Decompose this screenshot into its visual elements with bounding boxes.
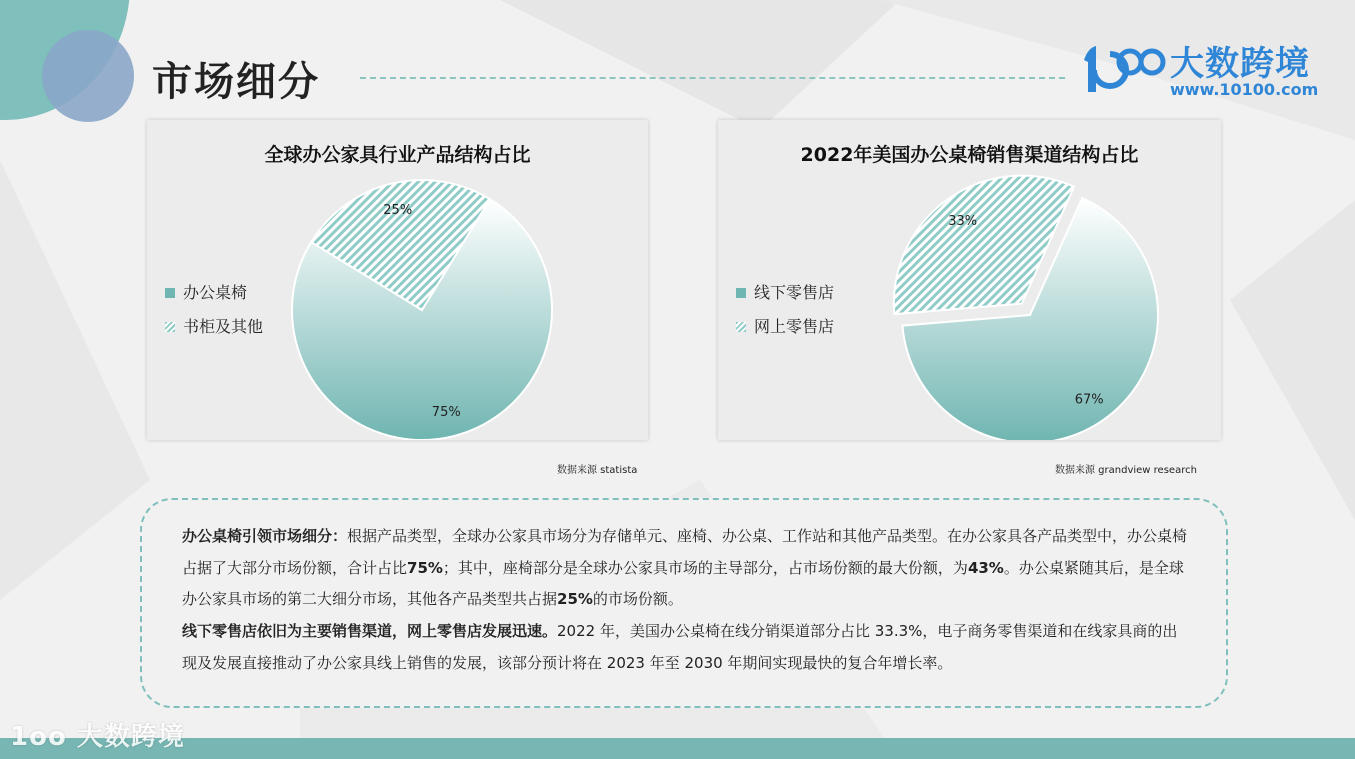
paragraph-segmentation: [182, 521, 1192, 616]
legend-swatch-hatch: [736, 322, 746, 332]
paragraph-text: 2022 年，美国办公桌椅在线分销渠道部分占比 33.3%，电子商务零售渠道和在线家具商的出现及发展直接推动了办公家具线上销售的发展，该部分预计将在 2023 年至 2030 年期间实现最快的复合年增长率。: [182, 622, 1178, 672]
title-divider: [360, 77, 1065, 79]
page-title: 市场细分: [152, 59, 320, 105]
legend-item-desk-chair: [165, 282, 247, 304]
legend-label: 线下零售店: [754, 283, 835, 302]
paragraph-channel: [182, 616, 1192, 679]
highlight-value: 43%: [967, 558, 1004, 577]
legend-item-online-store: [736, 316, 834, 338]
paragraph-lead: 办公桌椅引领市场细分：: [182, 527, 348, 545]
brand-logo: [1078, 36, 1328, 106]
paragraph-text: ；其中，座椅部分是全球办公家具市场的主导部分，占市场份额的最大份额，为: [442, 558, 968, 577]
chart-source-statista: 数据来源 statista: [557, 465, 638, 476]
legend-label: 网上零售店: [754, 317, 835, 336]
footer-bar: [0, 738, 1355, 759]
corner-circle-decoration: [42, 30, 134, 122]
legend-swatch-solid: [165, 288, 175, 298]
highlight-value: 25%: [557, 590, 593, 608]
paragraph-text: 的市场份额。: [592, 590, 683, 608]
pie-chart-sales-channel: [718, 120, 1221, 440]
chart-card-product-structure: [147, 120, 648, 440]
legend-label: 办公桌椅: [183, 283, 248, 302]
watermark: [10, 716, 185, 753]
paragraph-text: 根据产品类型，全球办公家具市场分为存储单元、座椅、办公桌、工作站和其他产品类型。在办公家具各产品类型中，办公桌椅占据了大部分市场份额，合计占比: [182, 527, 1188, 577]
logo-name: 大数跨境: [1170, 44, 1310, 84]
legend-swatch-solid: [736, 288, 746, 298]
chart-title: 全球办公家具行业产品结构占比: [264, 144, 531, 166]
paragraph-text: 。办公桌紧随其后，是全球办公家具市场的第二大细分市场，其他各产品类型共占据: [182, 558, 1184, 608]
highlight-value: 75%: [407, 558, 443, 577]
watermark-text: 大数跨境: [76, 722, 185, 752]
pie-data-label: 75%: [431, 405, 461, 421]
legend-item-bookcase-other: [165, 316, 263, 338]
chart-card-sales-channel: [718, 120, 1221, 440]
summary-text-box: [140, 498, 1228, 708]
logo-url: www.10100.com: [1170, 80, 1319, 99]
pie-data-label: 67%: [1074, 392, 1104, 408]
legend-item-offline-store: [736, 282, 834, 304]
paragraph-lead: 线下零售店依旧为主要销售渠道，网上零售店发展迅速。: [182, 622, 558, 640]
legend-label: 书柜及其他: [183, 317, 264, 336]
pie-chart-product-structure: [147, 120, 648, 440]
pie-data-label: 33%: [948, 214, 978, 230]
chart-source-grandview: 数据来源 grandview research: [1055, 465, 1197, 476]
watermark-logo-icon: oo: [29, 722, 67, 752]
pie-data-label: 25%: [383, 202, 413, 218]
watermark-logo-icon: 1: [10, 722, 30, 752]
chart-title: 2022年美国办公桌椅销售渠道结构占比: [800, 144, 1139, 166]
legend-swatch-hatch: [165, 322, 175, 332]
logo-mark-icon: [1078, 40, 1168, 96]
